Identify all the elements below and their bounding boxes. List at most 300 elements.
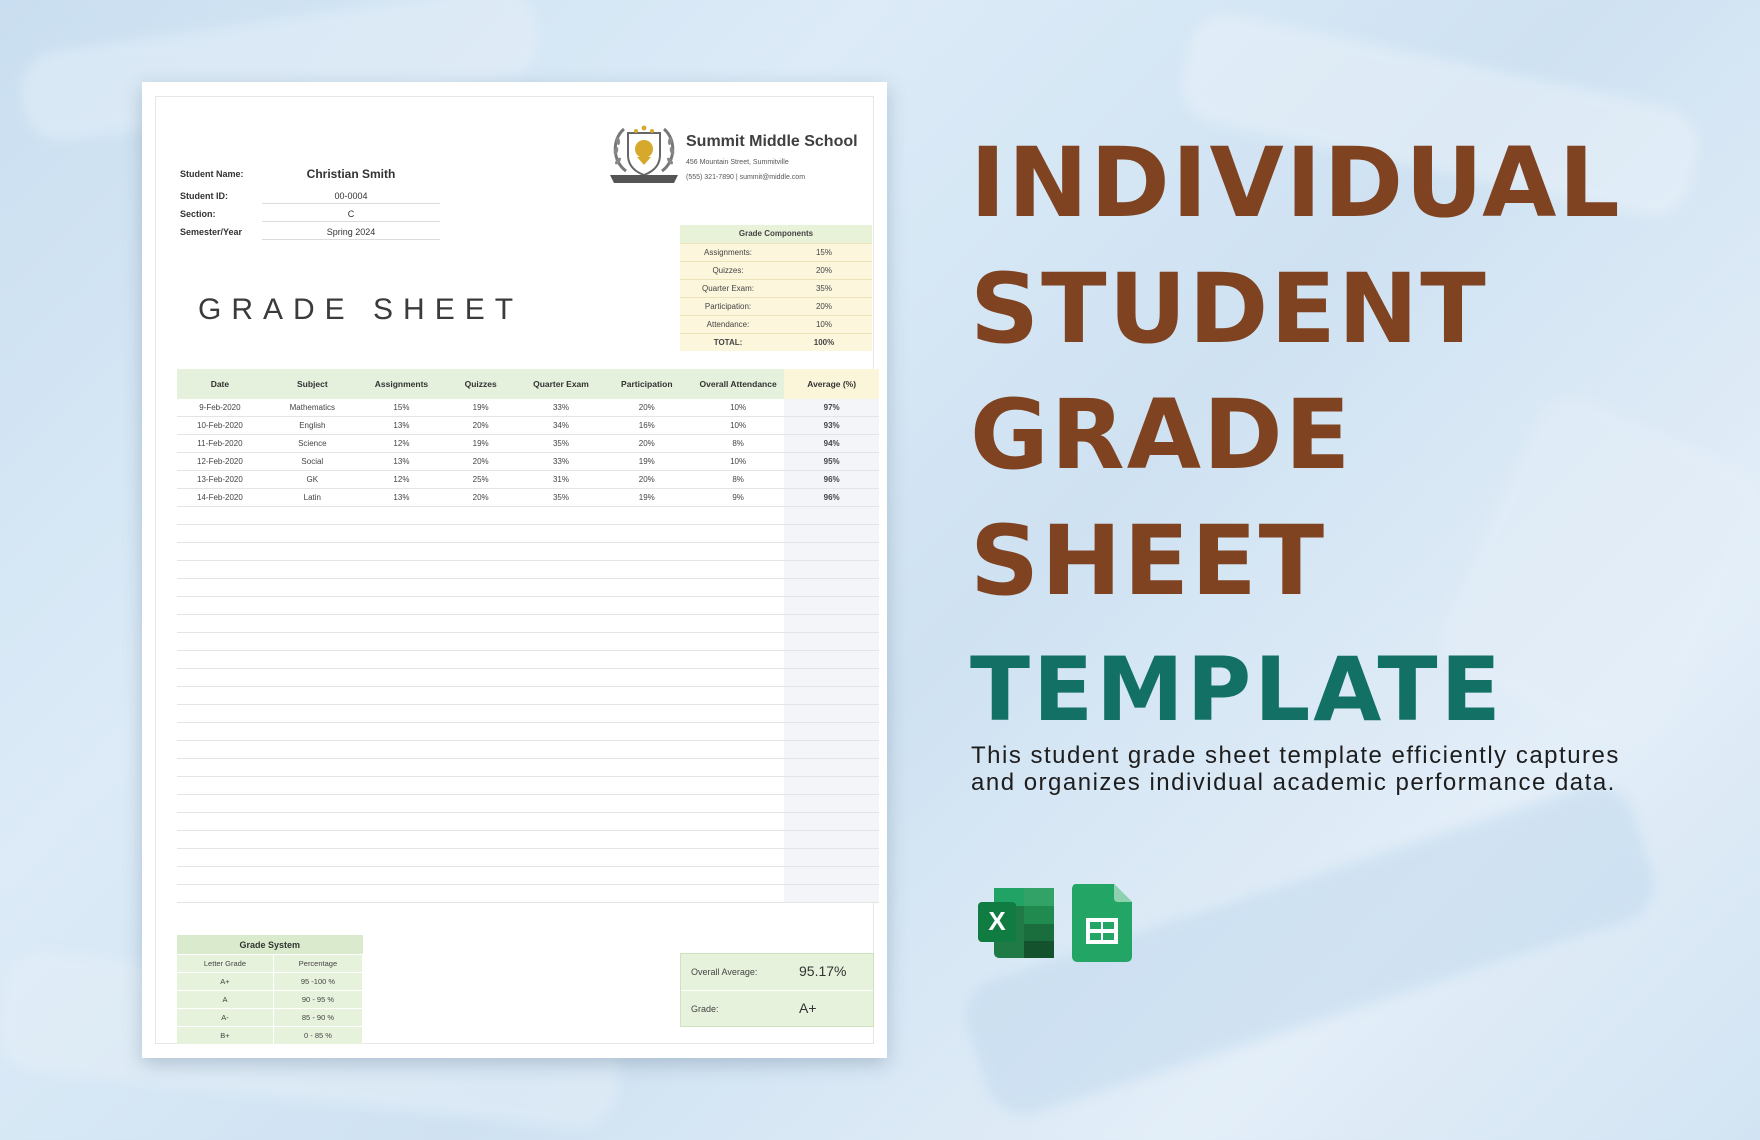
letter-grade: A+ xyxy=(177,973,273,991)
percentage-range: 95 -100 % xyxy=(273,973,362,991)
empty-cell xyxy=(602,651,692,669)
empty-table-row xyxy=(177,651,879,669)
empty-cell xyxy=(263,723,362,741)
empty-cell xyxy=(362,741,441,759)
empty-cell xyxy=(263,543,362,561)
grade-components-title: Grade Components xyxy=(680,225,872,243)
empty-cell xyxy=(441,705,520,723)
student-id-row xyxy=(180,187,590,205)
grade-system-row xyxy=(177,1027,363,1045)
empty-cell xyxy=(602,741,692,759)
empty-cell xyxy=(441,795,520,813)
table-cell: 20% xyxy=(441,453,520,471)
empty-cell xyxy=(441,579,520,597)
empty-cell xyxy=(602,795,692,813)
empty-cell xyxy=(520,597,601,615)
empty-cell xyxy=(602,561,692,579)
empty-cell xyxy=(692,795,784,813)
empty-cell xyxy=(263,831,362,849)
table-cell: 19% xyxy=(602,489,692,507)
empty-cell xyxy=(362,849,441,867)
empty-cell xyxy=(692,687,784,705)
empty-cell xyxy=(177,561,263,579)
empty-cell xyxy=(263,795,362,813)
empty-cell xyxy=(692,597,784,615)
grades-table xyxy=(177,369,879,903)
empty-cell xyxy=(177,525,263,543)
empty-cell xyxy=(362,543,441,561)
empty-cell xyxy=(362,507,441,525)
table-cell: 12-Feb-2020 xyxy=(177,453,263,471)
component-percent: 20% xyxy=(815,302,832,311)
table-cell: 97% xyxy=(784,399,879,417)
table-cell: 14-Feb-2020 xyxy=(177,489,263,507)
letter-grade: A- xyxy=(177,1009,273,1027)
empty-table-row xyxy=(177,741,879,759)
school-crest-logo xyxy=(604,121,684,193)
percentage-range: 85 - 90 % xyxy=(273,1009,362,1027)
empty-cell xyxy=(692,705,784,723)
semester-row xyxy=(180,223,590,241)
column-header: Subject xyxy=(263,369,362,399)
empty-cell xyxy=(362,795,441,813)
empty-cell xyxy=(784,759,879,777)
grade-system-column-header: Percentage xyxy=(273,955,362,973)
empty-cell xyxy=(784,615,879,633)
empty-cell xyxy=(602,507,692,525)
empty-cell xyxy=(177,651,263,669)
school-address: 456 Mountain Street, Summitville xyxy=(686,159,789,166)
empty-table-row xyxy=(177,759,879,777)
student-name-row xyxy=(180,165,590,187)
grade-system-header-row xyxy=(177,955,363,973)
empty-cell xyxy=(177,633,263,651)
empty-cell xyxy=(520,705,601,723)
component-name: Quizzes: xyxy=(712,266,744,275)
empty-cell xyxy=(263,759,362,777)
empty-cell xyxy=(692,777,784,795)
empty-cell xyxy=(263,633,362,651)
percentage-range: 90 - 95 % xyxy=(273,991,362,1009)
table-cell: 20% xyxy=(602,435,692,453)
empty-cell xyxy=(520,777,601,795)
table-cell: 33% xyxy=(520,399,601,417)
empty-cell xyxy=(177,777,263,795)
empty-cell xyxy=(520,849,601,867)
empty-cell xyxy=(441,525,520,543)
empty-cell xyxy=(520,885,601,903)
empty-cell xyxy=(520,687,601,705)
empty-cell xyxy=(784,885,879,903)
empty-cell xyxy=(692,651,784,669)
empty-cell xyxy=(177,507,263,525)
grade-summary xyxy=(680,953,874,1027)
empty-cell xyxy=(263,561,362,579)
empty-cell xyxy=(520,813,601,831)
empty-cell xyxy=(362,669,441,687)
empty-cell xyxy=(784,525,879,543)
final-grade-label: Grade: xyxy=(691,1004,719,1014)
semester-value: Spring 2024 xyxy=(262,227,440,240)
empty-cell xyxy=(784,561,879,579)
empty-cell xyxy=(784,597,879,615)
empty-cell xyxy=(784,867,879,885)
empty-table-row xyxy=(177,525,879,543)
empty-cell xyxy=(520,831,601,849)
table-cell: 25% xyxy=(441,471,520,489)
empty-table-row xyxy=(177,561,879,579)
empty-cell xyxy=(362,597,441,615)
empty-cell xyxy=(520,561,601,579)
google-sheets-icon xyxy=(1072,884,1132,962)
svg-text:X: X xyxy=(988,906,1006,936)
empty-cell xyxy=(692,543,784,561)
table-cell: 12% xyxy=(362,435,441,453)
empty-cell xyxy=(692,759,784,777)
grade-system-column-header: Letter Grade xyxy=(177,955,273,973)
table-row xyxy=(177,453,879,471)
empty-cell xyxy=(520,669,601,687)
empty-cell xyxy=(784,705,879,723)
empty-cell xyxy=(520,867,601,885)
section-value: C xyxy=(262,209,440,222)
empty-cell xyxy=(602,813,692,831)
table-cell: English xyxy=(263,417,362,435)
empty-cell xyxy=(602,867,692,885)
table-row xyxy=(177,435,879,453)
grade-components-table xyxy=(680,225,872,351)
empty-cell xyxy=(602,633,692,651)
empty-cell xyxy=(263,867,362,885)
table-cell: 13% xyxy=(362,453,441,471)
table-cell: 12% xyxy=(362,471,441,489)
school-name: Summit Middle School xyxy=(686,133,858,150)
empty-cell xyxy=(692,615,784,633)
grade-component-row xyxy=(680,261,872,279)
empty-table-row xyxy=(177,885,879,903)
empty-cell xyxy=(177,741,263,759)
empty-cell xyxy=(692,579,784,597)
empty-table-row xyxy=(177,831,879,849)
empty-cell xyxy=(177,543,263,561)
empty-cell xyxy=(520,633,601,651)
empty-cell xyxy=(692,741,784,759)
empty-cell xyxy=(177,795,263,813)
empty-cell xyxy=(263,885,362,903)
component-name: Assignments: xyxy=(703,248,753,257)
empty-cell xyxy=(602,831,692,849)
empty-cell xyxy=(441,543,520,561)
empty-cell xyxy=(784,831,879,849)
empty-cell xyxy=(441,615,520,633)
final-grade-value: A+ xyxy=(799,1000,817,1016)
student-id-value: 00-0004 xyxy=(262,191,440,204)
empty-table-row xyxy=(177,705,879,723)
empty-cell xyxy=(520,525,601,543)
letter-grade: A xyxy=(177,991,273,1009)
overall-average-label: Overall Average: xyxy=(691,967,758,977)
empty-cell xyxy=(263,597,362,615)
promo-headline xyxy=(970,120,1622,624)
empty-cell xyxy=(520,651,601,669)
empty-cell xyxy=(692,885,784,903)
empty-cell xyxy=(263,507,362,525)
empty-table-row xyxy=(177,813,879,831)
empty-cell xyxy=(263,741,362,759)
empty-cell xyxy=(784,579,879,597)
school-header xyxy=(604,121,884,191)
empty-cell xyxy=(263,849,362,867)
table-cell: Latin xyxy=(263,489,362,507)
grade-system-row xyxy=(177,1009,363,1027)
component-percent: 15% xyxy=(815,248,832,257)
grade-system-row xyxy=(177,991,363,1009)
grade-component-row xyxy=(680,297,872,315)
column-header: Assignments xyxy=(362,369,441,399)
empty-cell xyxy=(692,849,784,867)
table-cell: 9% xyxy=(692,489,784,507)
empty-table-row xyxy=(177,867,879,885)
table-cell: 96% xyxy=(784,471,879,489)
empty-cell xyxy=(692,867,784,885)
table-cell: 93% xyxy=(784,417,879,435)
table-cell: 19% xyxy=(602,453,692,471)
page-title: GRADE SHEET xyxy=(198,293,524,326)
empty-cell xyxy=(441,849,520,867)
empty-cell xyxy=(784,777,879,795)
empty-cell xyxy=(602,615,692,633)
column-header: Date xyxy=(177,369,263,399)
table-row xyxy=(177,399,879,417)
headline-line-3: GRADE xyxy=(970,379,1353,491)
table-cell: Social xyxy=(263,453,362,471)
empty-cell xyxy=(263,615,362,633)
table-cell: 15% xyxy=(362,399,441,417)
empty-cell xyxy=(441,741,520,759)
overall-average-value: 95.17% xyxy=(799,963,847,979)
column-header: Average (%) xyxy=(784,369,879,399)
component-percent: 10% xyxy=(815,320,832,329)
component-name: Quarter Exam: xyxy=(701,284,754,293)
empty-cell xyxy=(784,543,879,561)
empty-cell xyxy=(602,723,692,741)
empty-cell xyxy=(177,687,263,705)
table-cell: GK xyxy=(263,471,362,489)
empty-cell xyxy=(177,885,263,903)
empty-cell xyxy=(177,579,263,597)
section-label: Section: xyxy=(180,209,216,219)
grade-component-row xyxy=(680,315,872,333)
empty-cell xyxy=(784,669,879,687)
empty-table-row xyxy=(177,507,879,525)
table-row xyxy=(177,471,879,489)
grade-sheet-document xyxy=(142,82,887,1058)
student-id-label: Student ID: xyxy=(180,191,228,201)
empty-cell xyxy=(263,705,362,723)
excel-icon xyxy=(976,886,1056,960)
table-cell: 34% xyxy=(520,417,601,435)
table-cell: 35% xyxy=(520,489,601,507)
table-cell: Mathematics xyxy=(263,399,362,417)
empty-cell xyxy=(177,867,263,885)
empty-table-row xyxy=(177,633,879,651)
empty-table-row xyxy=(177,687,879,705)
empty-cell xyxy=(784,723,879,741)
empty-table-row xyxy=(177,543,879,561)
empty-cell xyxy=(520,543,601,561)
empty-cell xyxy=(602,669,692,687)
empty-cell xyxy=(441,813,520,831)
empty-cell xyxy=(362,813,441,831)
empty-table-row xyxy=(177,777,879,795)
sheet-border xyxy=(155,96,874,1044)
empty-cell xyxy=(362,525,441,543)
empty-cell xyxy=(520,723,601,741)
empty-cell xyxy=(441,885,520,903)
table-cell: 19% xyxy=(441,399,520,417)
empty-cell xyxy=(784,507,879,525)
empty-table-row xyxy=(177,849,879,867)
student-name-label: Student Name: xyxy=(180,169,244,179)
empty-cell xyxy=(441,723,520,741)
table-cell: 10% xyxy=(692,399,784,417)
table-cell: 20% xyxy=(602,399,692,417)
empty-cell xyxy=(441,507,520,525)
empty-cell xyxy=(362,867,441,885)
empty-cell xyxy=(441,867,520,885)
empty-cell xyxy=(177,669,263,687)
empty-cell xyxy=(692,669,784,687)
empty-cell xyxy=(441,831,520,849)
empty-cell xyxy=(441,561,520,579)
empty-cell xyxy=(177,723,263,741)
empty-cell xyxy=(177,813,263,831)
empty-cell xyxy=(263,813,362,831)
headline-line-4: SHEET xyxy=(970,505,1327,617)
empty-cell xyxy=(362,705,441,723)
empty-cell xyxy=(441,669,520,687)
empty-cell xyxy=(362,561,441,579)
table-cell: 13% xyxy=(362,417,441,435)
student-name-value: Christian Smith xyxy=(306,167,396,181)
table-cell: 8% xyxy=(692,471,784,489)
empty-cell xyxy=(177,849,263,867)
table-cell: 20% xyxy=(602,471,692,489)
empty-cell xyxy=(784,687,879,705)
empty-cell xyxy=(692,813,784,831)
empty-cell xyxy=(692,525,784,543)
empty-cell xyxy=(602,777,692,795)
empty-table-row xyxy=(177,579,879,597)
empty-cell xyxy=(784,633,879,651)
empty-cell xyxy=(441,759,520,777)
empty-cell xyxy=(362,651,441,669)
final-grade-row xyxy=(681,990,873,1027)
table-cell: 13-Feb-2020 xyxy=(177,471,263,489)
empty-cell xyxy=(784,813,879,831)
empty-cell xyxy=(602,525,692,543)
table-cell: 95% xyxy=(784,453,879,471)
grade-component-row xyxy=(680,279,872,297)
empty-cell xyxy=(692,723,784,741)
grade-component-row xyxy=(680,333,872,351)
empty-cell xyxy=(602,687,692,705)
empty-cell xyxy=(520,795,601,813)
empty-cell xyxy=(520,741,601,759)
empty-cell xyxy=(441,687,520,705)
empty-cell xyxy=(602,885,692,903)
empty-cell xyxy=(602,543,692,561)
empty-cell xyxy=(441,651,520,669)
school-contact: (555) 321-7890 | summit@middle.com xyxy=(686,174,806,181)
table-cell: 13% xyxy=(362,489,441,507)
letter-grade: B+ xyxy=(177,1027,273,1045)
empty-cell xyxy=(263,525,362,543)
empty-cell xyxy=(263,687,362,705)
table-cell: 96% xyxy=(784,489,879,507)
component-percent: 35% xyxy=(815,284,832,293)
empty-cell xyxy=(602,759,692,777)
empty-cell xyxy=(692,831,784,849)
table-cell: 9-Feb-2020 xyxy=(177,399,263,417)
table-cell: 20% xyxy=(441,417,520,435)
table-cell: Science xyxy=(263,435,362,453)
empty-cell xyxy=(692,507,784,525)
headline-line-1: INDIVIDUAL xyxy=(970,127,1622,239)
empty-cell xyxy=(362,633,441,651)
table-cell: 20% xyxy=(441,489,520,507)
empty-cell xyxy=(602,579,692,597)
empty-cell xyxy=(263,651,362,669)
empty-cell xyxy=(362,687,441,705)
empty-cell xyxy=(362,831,441,849)
table-row xyxy=(177,489,879,507)
empty-cell xyxy=(263,777,362,795)
component-name: Attendance: xyxy=(706,320,750,329)
empty-cell xyxy=(602,849,692,867)
empty-cell xyxy=(602,597,692,615)
component-percent: 100% xyxy=(813,338,835,347)
section-row xyxy=(180,205,590,223)
component-percent: 20% xyxy=(815,266,832,275)
empty-cell xyxy=(520,579,601,597)
empty-cell xyxy=(520,507,601,525)
empty-table-row xyxy=(177,615,879,633)
empty-cell xyxy=(441,597,520,615)
empty-cell xyxy=(177,597,263,615)
empty-cell xyxy=(692,561,784,579)
empty-cell xyxy=(784,651,879,669)
empty-cell xyxy=(362,615,441,633)
column-header: Quizzes xyxy=(441,369,520,399)
table-cell: 16% xyxy=(602,417,692,435)
empty-cell xyxy=(520,615,601,633)
empty-cell xyxy=(362,579,441,597)
table-cell: 19% xyxy=(441,435,520,453)
empty-table-row xyxy=(177,723,879,741)
empty-cell xyxy=(441,777,520,795)
table-cell: 10% xyxy=(692,417,784,435)
component-name: Participation: xyxy=(704,302,752,311)
table-cell: 33% xyxy=(520,453,601,471)
semester-label: Semester/Year xyxy=(180,227,243,237)
empty-cell xyxy=(177,759,263,777)
empty-cell xyxy=(362,885,441,903)
overall-average-row xyxy=(681,954,873,990)
empty-table-row xyxy=(177,795,879,813)
promo-subheadline: TEMPLATE xyxy=(970,638,1504,741)
empty-cell xyxy=(263,579,362,597)
